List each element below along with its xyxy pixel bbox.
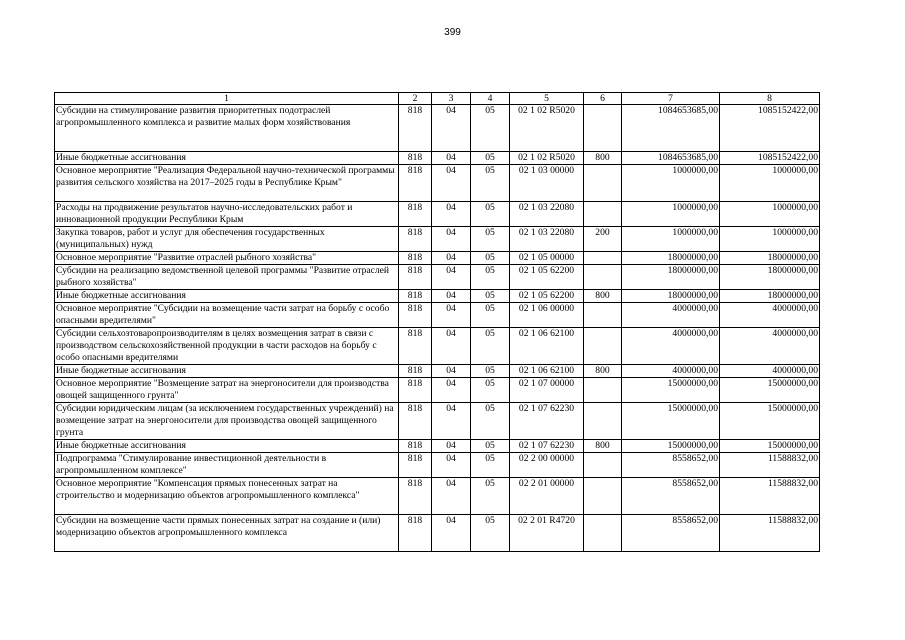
column-header-7: 7: [622, 93, 720, 105]
row-name: Субсидии на возмещение части прямых понесенных затрат на создание и (или) модернизацию объектов агропромышленного комплекса: [55, 515, 399, 552]
row-subsection-code: 05: [471, 403, 510, 440]
row-ministry-code: 818: [399, 252, 432, 265]
row-section-code: 04: [432, 265, 471, 290]
row-target-article: 02 1 03 22080: [510, 227, 584, 252]
row-section-code: 04: [432, 165, 471, 202]
table-row: [55, 403, 820, 440]
row-amount-year2: 18000000,00: [720, 265, 820, 290]
page-number: 399: [444, 27, 461, 38]
row-ministry-code: 818: [399, 403, 432, 440]
row-target-article: 02 2 00 00000: [510, 453, 584, 478]
table-row: [55, 478, 820, 515]
row-ministry-code: 818: [399, 152, 432, 165]
row-expense-type: [584, 202, 622, 227]
row-name: Иные бюджетные ассигнования: [55, 290, 399, 303]
row-amount-year1: 1084653685,00: [622, 152, 720, 165]
row-section-code: 04: [432, 252, 471, 265]
row-section-code: 04: [432, 105, 471, 152]
row-amount-year1: 1000000,00: [622, 165, 720, 202]
row-target-article: 02 1 03 00000: [510, 165, 584, 202]
column-header-1: 1: [55, 93, 399, 105]
row-ministry-code: 818: [399, 515, 432, 552]
row-subsection-code: 05: [471, 227, 510, 252]
row-amount-year1: 15000000,00: [622, 378, 720, 403]
budget-table: [54, 92, 820, 552]
row-target-article: 02 1 06 62100: [510, 328, 584, 365]
row-amount-year2: 15000000,00: [720, 403, 820, 440]
row-expense-type: [584, 515, 622, 552]
row-subsection-code: 05: [471, 202, 510, 227]
row-ministry-code: 818: [399, 227, 432, 252]
row-amount-year1: 1000000,00: [622, 227, 720, 252]
row-amount-year2: 11588832,00: [720, 453, 820, 478]
row-ministry-code: 818: [399, 165, 432, 202]
row-amount-year2: 18000000,00: [720, 290, 820, 303]
row-amount-year1: 18000000,00: [622, 265, 720, 290]
row-subsection-code: 05: [471, 165, 510, 202]
table-row: [55, 202, 820, 227]
row-ministry-code: 818: [399, 105, 432, 152]
row-target-article: 02 1 06 62100: [510, 365, 584, 378]
row-amount-year1: 8558652,00: [622, 515, 720, 552]
row-subsection-code: 05: [471, 365, 510, 378]
row-name: Субсидии юридическим лицам (за исключением государственных учреждений) на возмещение затрат на энергоносители для производства овощей защищенного грунта: [55, 403, 399, 440]
table-row: [55, 152, 820, 165]
row-subsection-code: 05: [471, 453, 510, 478]
row-expense-type: [584, 378, 622, 403]
table-row: [55, 515, 820, 552]
table-row: [55, 328, 820, 365]
row-ministry-code: 818: [399, 478, 432, 515]
row-name: Подпрограмма "Стимулирование инвестиционной деятельности в агропромышленном комплексе": [55, 453, 399, 478]
table-row: [55, 265, 820, 290]
row-expense-type: [584, 265, 622, 290]
row-expense-type: [584, 105, 622, 152]
row-amount-year2: 4000000,00: [720, 328, 820, 365]
row-section-code: 04: [432, 378, 471, 403]
row-ministry-code: 818: [399, 453, 432, 478]
column-header-6: 6: [584, 93, 622, 105]
row-amount-year2: 15000000,00: [720, 440, 820, 453]
row-section-code: 04: [432, 152, 471, 165]
row-amount-year2: 1085152422,00: [720, 105, 820, 152]
row-subsection-code: 05: [471, 328, 510, 365]
row-amount-year1: 8558652,00: [622, 478, 720, 515]
row-amount-year1: 8558652,00: [622, 453, 720, 478]
row-expense-type: [584, 165, 622, 202]
row-name: Основное мероприятие "Реализация Федеральной научно-технической программы развития сельского хозяйства на 2017–2025 годы в Республике Крым": [55, 165, 399, 202]
row-section-code: 04: [432, 453, 471, 478]
row-name: Субсидии сельхозтоваропроизводителям в целях возмещения затрат в связи с производством сельскохозяйственной продукции в части расходов на борьбу с особо опасными вредителями: [55, 328, 399, 365]
row-target-article: 02 1 02 R5020: [510, 105, 584, 152]
row-name: Основное мероприятие "Развитие отраслей рыбного хозяйства": [55, 252, 399, 265]
row-name: Закупка товаров, работ и услуг для обеспечения государственных (муниципальных) нужд: [55, 227, 399, 252]
row-ministry-code: 818: [399, 290, 432, 303]
row-expense-type: 200: [584, 227, 622, 252]
row-expense-type: [584, 403, 622, 440]
row-amount-year2: 15000000,00: [720, 378, 820, 403]
column-header-5: 5: [510, 93, 584, 105]
row-section-code: 04: [432, 515, 471, 552]
row-section-code: 04: [432, 440, 471, 453]
table-row: [55, 105, 820, 152]
row-name: Основное мероприятие "Субсидии на возмещение части затрат на борьбу с особо опасными вредителями": [55, 303, 399, 328]
row-section-code: 04: [432, 303, 471, 328]
row-section-code: 04: [432, 290, 471, 303]
row-section-code: 04: [432, 478, 471, 515]
row-target-article: 02 2 01 00000: [510, 478, 584, 515]
row-amount-year1: 4000000,00: [622, 303, 720, 328]
row-amount-year1: 1084653685,00: [622, 105, 720, 152]
row-amount-year2: 18000000,00: [720, 252, 820, 265]
row-expense-type: 800: [584, 440, 622, 453]
row-amount-year2: 1000000,00: [720, 165, 820, 202]
row-section-code: 04: [432, 328, 471, 365]
row-ministry-code: 818: [399, 265, 432, 290]
row-name: Иные бюджетные ассигнования: [55, 440, 399, 453]
row-section-code: 04: [432, 227, 471, 252]
column-header-8: 8: [720, 93, 820, 105]
table-body: [55, 105, 820, 552]
row-expense-type: [584, 252, 622, 265]
column-header-2: 2: [399, 93, 432, 105]
row-subsection-code: 05: [471, 265, 510, 290]
row-expense-type: [584, 303, 622, 328]
row-name: Субсидии на реализацию ведомственной целевой программы "Развитие отраслей рыбного хозяйства": [55, 265, 399, 290]
table-header-row: [55, 93, 820, 105]
row-subsection-code: 05: [471, 478, 510, 515]
row-expense-type: 800: [584, 290, 622, 303]
row-ministry-code: 818: [399, 303, 432, 328]
row-name: Расходы на продвижение результатов научно-исследовательских работ и инновационной продукции Республики Крым: [55, 202, 399, 227]
row-expense-type: 800: [584, 365, 622, 378]
row-target-article: 02 2 01 R4720: [510, 515, 584, 552]
row-ministry-code: 818: [399, 365, 432, 378]
row-section-code: 04: [432, 202, 471, 227]
row-amount-year1: 18000000,00: [622, 290, 720, 303]
table-row: [55, 378, 820, 403]
row-subsection-code: 05: [471, 378, 510, 403]
row-target-article: 02 1 05 00000: [510, 252, 584, 265]
column-header-4: 4: [471, 93, 510, 105]
row-amount-year2: 4000000,00: [720, 303, 820, 328]
table-row: [55, 303, 820, 328]
row-subsection-code: 05: [471, 440, 510, 453]
row-target-article: 02 1 06 00000: [510, 303, 584, 328]
table-row: [55, 227, 820, 252]
row-subsection-code: 05: [471, 303, 510, 328]
row-expense-type: [584, 478, 622, 515]
row-amount-year1: 1000000,00: [622, 202, 720, 227]
row-target-article: 02 1 03 22080: [510, 202, 584, 227]
table-row: [55, 365, 820, 378]
row-ministry-code: 818: [399, 202, 432, 227]
row-amount-year1: 15000000,00: [622, 440, 720, 453]
row-amount-year1: 4000000,00: [622, 365, 720, 378]
table-row: [55, 290, 820, 303]
row-name: Иные бюджетные ассигнования: [55, 365, 399, 378]
row-target-article: 02 1 07 62230: [510, 440, 584, 453]
row-amount-year1: 18000000,00: [622, 252, 720, 265]
row-amount-year2: 11588832,00: [720, 478, 820, 515]
table-row: [55, 165, 820, 202]
row-target-article: 02 1 07 00000: [510, 378, 584, 403]
row-expense-type: [584, 453, 622, 478]
row-subsection-code: 05: [471, 105, 510, 152]
row-subsection-code: 05: [471, 515, 510, 552]
row-subsection-code: 05: [471, 252, 510, 265]
row-ministry-code: 818: [399, 440, 432, 453]
row-amount-year2: 1000000,00: [720, 202, 820, 227]
row-amount-year1: 15000000,00: [622, 403, 720, 440]
row-subsection-code: 05: [471, 290, 510, 303]
row-name: Субсидии на стимулирование развития приоритетных подотраслей агропромышленного комплекса и развитие малых форм хозяйствования: [55, 105, 399, 152]
row-expense-type: 800: [584, 152, 622, 165]
table-row: [55, 453, 820, 478]
row-amount-year2: 1000000,00: [720, 227, 820, 252]
row-section-code: 04: [432, 365, 471, 378]
row-ministry-code: 818: [399, 328, 432, 365]
row-target-article: 02 1 05 62200: [510, 265, 584, 290]
table-row: [55, 440, 820, 453]
row-subsection-code: 05: [471, 152, 510, 165]
column-header-3: 3: [432, 93, 471, 105]
row-amount-year2: 1085152422,00: [720, 152, 820, 165]
row-name: Основное мероприятие "Компенсация прямых понесенных затрат на строительство и модернизацию объектов агропромышленного комплекса": [55, 478, 399, 515]
row-ministry-code: 818: [399, 378, 432, 403]
row-target-article: 02 1 05 62200: [510, 290, 584, 303]
row-amount-year1: 4000000,00: [622, 328, 720, 365]
row-name: Основное мероприятие "Возмещение затрат на энергоносители для производства овощей защищенного грунта": [55, 378, 399, 403]
row-amount-year2: 4000000,00: [720, 365, 820, 378]
row-section-code: 04: [432, 403, 471, 440]
row-name: Иные бюджетные ассигнования: [55, 152, 399, 165]
row-target-article: 02 1 02 R5020: [510, 152, 584, 165]
row-target-article: 02 1 07 62230: [510, 403, 584, 440]
row-expense-type: [584, 328, 622, 365]
row-amount-year2: 11588832,00: [720, 515, 820, 552]
table-row: [55, 252, 820, 265]
